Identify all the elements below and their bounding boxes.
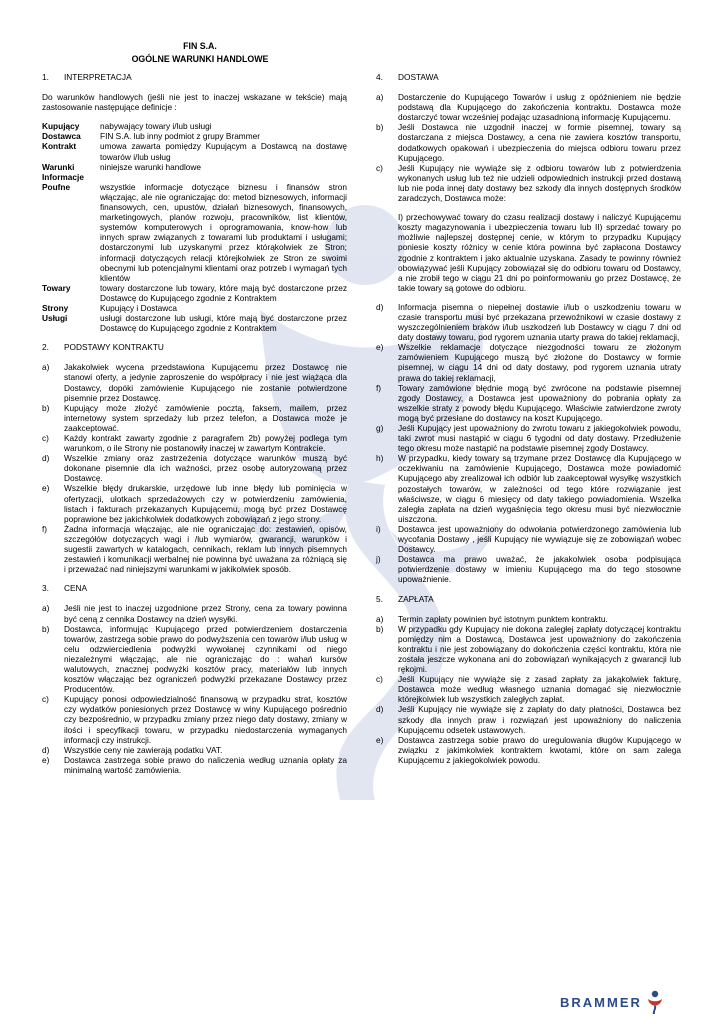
definition-term: Strony <box>42 302 69 313</box>
list-item-letter: f) <box>42 523 48 534</box>
list-item-letter: h) <box>376 453 384 464</box>
list-item-text: Dostawca zastrzega sobie prawo do naliczenia według uznania opłaty za minimalną wartość zamówienia. <box>64 754 347 775</box>
list-item <box>42 624 347 695</box>
list-item-text: Wszystkie ceny nie zawierają podatku VAT. <box>64 744 223 755</box>
definition-text: Kupujący i Dostawca <box>100 302 178 313</box>
list-item-text: Towary zamówione błędnie mogą być zwrócone na podstawie pisemnej zgody Dostawcy, a Dostawca jest upoważniony do pobrania opłaty za wszelkie straty z powody błędu Kupującego. Właściwie zatwierdzone zwroty mogą być przesłane do dostawcy na koszt Kupującego. <box>398 382 681 423</box>
list-item-text: Kupujący może złożyć zamówienie pocztą, faksem, mailem, przez internetowy system sprzedaży lub przez telefon, a Dostawca może je zaakceptować. <box>64 402 347 433</box>
list-item-text: Dostarczenie do Kupującego Towarów i usług z opóźnieniem nie będzie podstawą dla Kupującego do zakończenia kontraktu. Dostawca może dostarczyć towar wcześniej podając uzasadnioną informację Kupującemu. <box>398 92 681 123</box>
definition-text: nabywający towary i/lub usługi <box>100 121 212 132</box>
list-item <box>376 624 681 674</box>
list-item-text: Dostawca zastrzega sobie prawo do uregulowania długów Kupującego w związku z jakimkolwiek kontraktem kwotami, które on sam zalega Kupującemu z jakiegokolwiek powodu. <box>398 734 681 765</box>
list-item <box>376 383 681 423</box>
list-item <box>376 735 681 765</box>
definition-text: towary dostarczone lub towary, które mają być dostarczone przez Dostawcę do Kupującego zgodnie z Kontraktem <box>100 282 347 303</box>
list-item <box>376 122 681 162</box>
right-column <box>376 72 681 765</box>
section-5-items <box>376 614 681 765</box>
brammer-logo-icon <box>646 990 664 1014</box>
list-item-text: Kupujący ponosi odpowiedzialność finansową w przypadku strat, kosztów czy wydatków poniesionych przez Dostawcę w winy Kupującego pośrednio czy bezpośrednio, w przypadku zmiany przez niego daty dostawy, zmiany w ilości i specyfikacji towaru, w przypadku niedostarczenia wymaganych informacji czy instrukcji. <box>64 694 347 745</box>
list-item <box>376 524 681 554</box>
list-item-letter: a) <box>42 603 50 614</box>
list-item <box>376 704 681 734</box>
list-item-text: Jeśli Kupujący jest upoważniony do zwrotu towaru z jakiegokolwiek powodu, taki zwrot musi nastąpić w ciągu 6 tygodni od daty dostawy. Przedłużenie tego okresu może nastąpić na podstawie pisemnej zgody Dostawcy. <box>398 423 681 454</box>
definition-term: Kontrakt <box>42 141 77 152</box>
list-item-letter: e) <box>42 483 50 494</box>
section-1-heading <box>42 72 347 82</box>
definition-row <box>42 162 347 182</box>
section-4-items-a-c <box>376 92 681 203</box>
list-item-text: Informacja pisemna o niepełnej dostawie i/lub o uszkodzeniu towaru w czasie transportu musi być przekazana przewoźnikowi w czasie dostawy z wyszczególnieniem braków i/lub uszkodzeń lub Dostawcy w ciągu 7 dni od daty dostawy towaru, pod rygorem uznania utarty prawa do takiej reklamacji, <box>398 301 681 343</box>
list-item <box>376 163 681 203</box>
section-4-items-d-j <box>376 302 681 585</box>
list-item-letter: e) <box>42 754 50 765</box>
section-2-heading <box>42 342 347 352</box>
list-item-letter: d) <box>376 301 384 312</box>
definition-term: Poufne <box>42 181 71 192</box>
list-item <box>42 755 347 775</box>
definition-row <box>42 131 347 141</box>
section-1-intro: Do warunków handlowych (jeśli nie jest to inaczej wskazane w tekście) mają zastosowanie następujące definicje : <box>42 92 347 113</box>
section-number: 2. <box>42 342 49 353</box>
list-item-letter: j) <box>376 554 381 565</box>
definition-term: Kupujący <box>42 121 80 132</box>
definition-row <box>42 121 347 131</box>
list-item-text: Jeśli Kupujący nie wywiąże się z zapłaty do daty płatności, Dostawca bez szkody dla innych praw i rozwiązań jest upoważniony do naliczenia Kupującemu odsetek ustawowych. <box>398 704 681 735</box>
list-item <box>376 302 681 342</box>
brammer-logo <box>560 990 664 1014</box>
list-item-text: Wszelkie błędy drukarskie, urzędowe lub inne błędy lub pominięcia w ofertyzacji, ulotkach sprzedażowych czy w potwierdzeniu zamówienia, listach i fakturach przekazanych Kupującemu, mogą być przez Dostawcę poprawione bez jakichkolwiek dodatkowych zobowiązań z jego strony. <box>64 483 347 524</box>
list-item <box>42 603 347 623</box>
definition-text: FIN S.A. lub inny podmiot z grupy Brammer <box>100 131 261 142</box>
definition-term: Dostawca <box>42 131 81 142</box>
list-item <box>42 403 347 433</box>
list-item-text: W przypadku, kiedy towary są trzymane przez Dostawcę dla Kupującego w oczekiwaniu na zamówienie Kupującego, Dostawca może powiadomić Kupującego aby zrealizował ich odbiór lub zaakceptował wysyłkę wszystkich pozostałych towarów, w zależności od tego które rozwiązanie jest właściwsze, w ciągu 6 miesięcy od daty takiego powiadomienia. Wszelka zaległa zapłata na dzień wygaśnięcia tego okresu musi być niezwłocznie uiszczona. <box>398 453 681 524</box>
list-item-letter: g) <box>376 423 384 433</box>
definition-text: umowa zawarta pomiędzy Kupującym a Dostawcą na dostawę towarów i/lub usług <box>100 141 347 162</box>
definition-text: usługi dostarczone lub usługi, które mają być dostarczone przez Dostawcę do Kupującego zgodnie z Kontraktem <box>100 313 347 334</box>
definition-row <box>42 303 347 313</box>
section-3-items <box>42 603 347 775</box>
section-number: 5. <box>376 593 383 604</box>
definition-row <box>42 313 347 333</box>
section-number: 3. <box>42 583 49 594</box>
definition-row <box>42 283 347 303</box>
definitions-list <box>42 121 347 333</box>
left-column <box>42 72 347 775</box>
list-item <box>376 614 681 624</box>
section-title: INTERPRETACJA <box>64 72 132 82</box>
list-item <box>42 745 347 755</box>
list-item-text: Jakakolwiek wycena przedstawiona Kupującemu przez Dostawcę nie stanowi oferty, a jedynie zaproszenie do współpracy i nie jest wiążąca dla Dostawcy, dopóki zamówienie Kupującego nie zostanie potwierdzone pisemnie przez Dostawcę. <box>64 362 347 403</box>
definition-term: Usługi <box>42 313 68 324</box>
list-item-letter: c) <box>42 694 49 705</box>
section-title: DOSTAWA <box>398 72 439 82</box>
list-item-text: Dostawca ma prawo uważać, że jakakolwiek osoba podpisująca potwierdzenie dostawy w imieniu Kupującego ma do tego stosowne upoważnienie. <box>398 554 681 585</box>
logo-text: BRAMMER <box>560 994 642 1010</box>
list-item-letter: e) <box>376 734 384 745</box>
definition-text: niniejsze warunki handlowe <box>100 161 202 172</box>
section-number: 4. <box>376 72 383 82</box>
section-4-heading <box>376 72 681 82</box>
list-item-text: Dostawca jest upoważniony do odwołania potwierdzonego zamówienia lub wycofania Dostawy , jeśli Kupujący nie wywiązuje się ze zobowiązań wobec Dostawcy. <box>398 523 681 555</box>
list-item-text: Wszelkie zmiany oraz zastrzeżenia dotyczące warunków muszą być dokonane pisemnie dla ich ważności, przez osobę autoryzowaną przez Dostawcę. <box>64 453 347 484</box>
list-item <box>376 674 681 704</box>
list-item <box>42 483 347 523</box>
list-item-text: Każdy kontrakt zawarty zgodnie z paragrafem 2b) powyżej podlega tym warunkom, o ile Strony nie postanowiły inaczej w zawartym Kontrakcie. <box>64 433 347 454</box>
definition-row <box>42 141 347 161</box>
list-item-letter: d) <box>42 744 50 755</box>
list-item <box>42 362 347 402</box>
list-item-text: Jeśli Dostawca nie uzgodnił inaczej w formie pisemnej, towary są dostarczana z miejsca Dostawcy, a cena nie zawiera kosztów transportu, dodatkowych opakowań i ubezpieczenia do miejsca odbioru towaru przez Kupującego. <box>398 122 681 163</box>
list-item <box>376 453 681 524</box>
list-item-text: Żadna informacja włączając, ale nie ograniczając do: zestawień, opisów, szczegółów dotyczących wagi i /lub wymiarów, gwarancji, warunków i sugestii zawartych w katalogach, cennikach, reklam lub innych pisemnych zestawień i komunikacji werbalnej nie powinna być uważana za różniącą się i przeważać nad niniejszymi warunkami w jakikolwiek sposób. <box>64 523 347 575</box>
list-item-letter: e) <box>376 342 384 353</box>
list-item <box>376 342 681 382</box>
list-item <box>376 554 681 584</box>
definition-text: wszystkie informacje dotyczące biznesu i finansów stron włączając, ale nie ograniczając do: metod biznesowych, informacji finansowych, cen, upustów, działań biznesowych, finansowych, marketingowych, planów rozwoju, pracowników, list klientów, systemów komputerowych i oprogramowania, know-how lub innych spraw związanych z towarami lub produktami i usługami; dostarczonymi lub uzyskanymi przez którąkolwiek ze Stron; informacji dotyczących relacji którejkolwiek ze Stron ze swoimi obecnymi lub potencjalnymi klientami oraz potrzeb i wymagań tych klientów <box>100 181 347 283</box>
list-item-text: Wszelkie reklamacje dotyczące niezgodności towaru ze złożonym zamówieniem Kupującego muszą być złożone do Dostawcy w formie pisemnej, w ciągu 14 dni od daty dostawy, pod rygorem uznania utraty prawa do takiej reklamacji, <box>398 342 681 383</box>
list-item-letter: c) <box>42 433 49 443</box>
section-2-items <box>42 362 347 574</box>
list-item-letter: b) <box>376 623 384 634</box>
list-item-letter: b) <box>376 122 384 133</box>
list-item-letter: f) <box>376 382 382 393</box>
list-item <box>42 453 347 483</box>
section-3-heading <box>42 583 347 593</box>
list-item <box>42 524 347 574</box>
definition-term: Warunki Informacje <box>42 161 84 182</box>
list-item-letter: i) <box>376 523 381 534</box>
section-title: ZAPŁATA <box>398 593 434 604</box>
list-item-letter: c) <box>376 674 383 685</box>
list-item-letter: c) <box>376 162 383 173</box>
list-item <box>376 92 681 122</box>
document-company-name: FIN S.A. <box>183 41 217 51</box>
list-item-text: Termin zapłaty powinien być istotnym punktem kontraktu. <box>398 613 608 624</box>
list-item-letter: b) <box>42 623 50 634</box>
list-item-text: Jeśli Kupujący nie wywiąże się z zasad zapłaty za jakąkolwiek fakturę, Dostawca może według własnego uznania domagać się niezwłocznie którejkolwiek lub wszystkich zaległych zapłat. <box>398 674 681 705</box>
list-item <box>42 694 347 744</box>
list-item-letter: d) <box>376 704 384 715</box>
document-title: OGÓLNE WARUNKI HANDLOWE <box>131 54 269 64</box>
definition-term: Towary <box>42 282 71 293</box>
list-item <box>42 433 347 453</box>
list-item-text: Dostawca, informując Kupującego przed potwierdzeniem dostarczenia towarów, zastrzega sobie prawo do podwyższenia cen towarów i/lub usług w celu odzwierciedlenia podwyżki wywołanej czynnikami od niego niezależnymi włączając, ale nie ograniczając do : wahań kursów walutowych, znacznej podwyżki kosztów pracy, materiałów lub innych kosztów włączając bez ograniczeń podwyżki przekazane Dostawcy przez Producentów. <box>64 623 347 695</box>
section-number: 1. <box>42 72 49 82</box>
section-title: PODSTAWY KONTRAKTU <box>64 342 164 353</box>
definition-row <box>42 182 347 283</box>
list-item-letter: a) <box>376 613 384 624</box>
list-item-letter: d) <box>42 453 50 464</box>
section-4c-options: I) przechowywać towary do czasu realizacji dostawy i naliczyć Kupującemu koszty magazynowania i ubezpieczenia towaru lub II) sprzedać towary po możliwie najlepszej dostępnej cenie, w którym to przypadku Kupujący poniesie koszty różnicy w cenie która powinna być zapłacona Dostawcy zgodnie z kontraktem i jako aktualnie uzyskana. Zasady te powinny również obowiązywać jeśli Kupujący zobowiązał się do odbioru towaru od Dostawcy, a nie zrobił tego w ciągu 21 dni po poinformowaniu go przez Dostawcę, że takie towary są gotowe do odbioru. <box>398 212 681 293</box>
list-item-text: Jeśli nie jest to inaczej uzgodnione przez Strony, cena za towary powinna być ceną z cennika Dostawcy na dzień wysyłki. <box>64 603 347 624</box>
section-5-heading <box>376 594 681 604</box>
section-title: CENA <box>64 583 88 594</box>
list-item-text: W przypadku gdy Kupujący nie dokona zaległej zapłaty dotyczącej kontraktu pomiędzy nim a Dostawcą, Dostawca jest upoważniony do zakończenia kontraktu i nie jest zobowiązany do dokończenia części kontraktu, która nie została jeszcze wykonana ani do zobowiązań wynikających z gwarancji lub rękojmi. <box>398 623 681 675</box>
list-item-letter: b) <box>42 402 50 413</box>
list-item-text: Jeśli Kupujący nie wywiąże się z odbioru towarów lub z potwierdzenia wykonanych usług lub też nie udzieli odpowiednich instrukcji przed dostawą lub nie poda innej daty dostawy bez szkody dla innych dostępnych środków zaradczych, Dostawca może: <box>398 162 681 204</box>
list-item <box>376 423 681 453</box>
list-item-letter: a) <box>42 362 50 373</box>
list-item-letter: a) <box>376 92 384 103</box>
